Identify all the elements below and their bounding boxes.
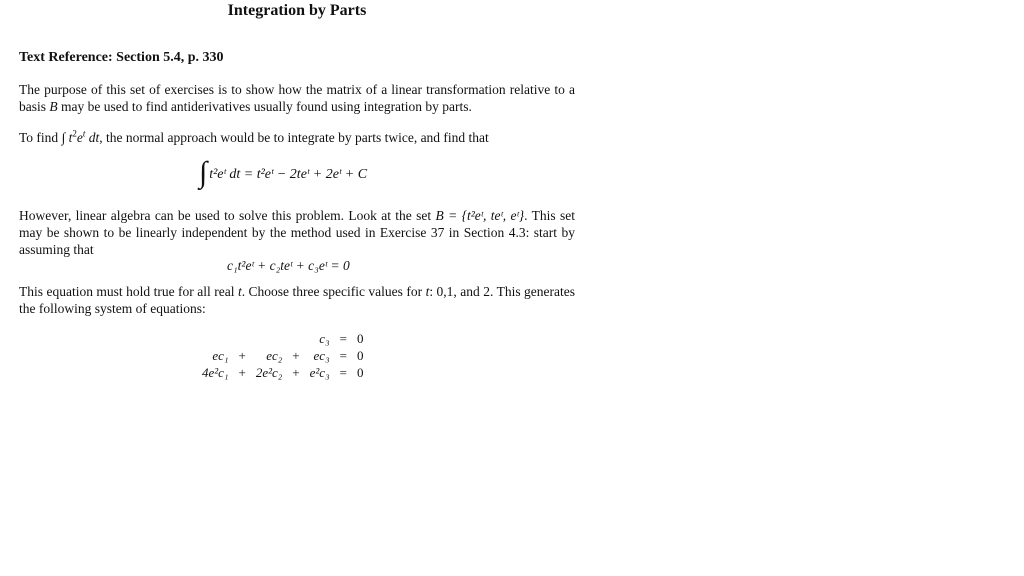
integral-sign: ∫ [199, 156, 208, 189]
text: dt [85, 130, 100, 145]
cell: 2e²c₂ [255, 364, 283, 380]
cell: + [292, 347, 300, 363]
text: B [49, 99, 58, 114]
cell: + [292, 364, 300, 380]
text: . Choose three specific values for [241, 284, 426, 299]
cell: = [339, 364, 347, 380]
text: e [76, 130, 83, 145]
system-row [197, 364, 368, 381]
integral-body: t²eᵗ dt = t²eᵗ − 2teᵗ + 2eᵗ + C [209, 167, 368, 183]
text: This equation must hold true for all real [19, 284, 238, 299]
paragraph-to-find [19, 129, 575, 146]
text: To find ∫ [19, 130, 69, 145]
text: may be used to find antiderivatives usually found using integration by parts. [57, 99, 472, 114]
cell: 0 [356, 364, 364, 380]
set-b: B = {t²eᵗ, teᵗ, eᵗ} [435, 208, 525, 223]
cell [287, 330, 304, 347]
page-title: Integration by Parts [227, 2, 367, 19]
cell: ec₁ [212, 347, 229, 363]
cell: c₃ [319, 330, 330, 346]
independence-equation: c₁t²eᵗ + c₂teᵗ + c₃eᵗ = 0 [227, 258, 350, 273]
cell [251, 330, 287, 347]
text: , the normal approach would be to integrate by parts twice, and find that [99, 130, 489, 145]
paragraph-purpose [19, 81, 575, 115]
integral-equation [199, 156, 368, 190]
text: t [237, 284, 242, 299]
system-row [197, 347, 368, 364]
text: t [82, 128, 86, 139]
system-row [197, 330, 368, 347]
cell [197, 330, 233, 347]
cell: + [238, 364, 246, 380]
cell: 4e²c₁ [202, 364, 229, 380]
cell: = [339, 330, 347, 346]
text: t [68, 130, 73, 145]
text: : 0,1, and 2. This generates the following system of equations: [19, 284, 576, 316]
cell: ec₂ [266, 347, 283, 363]
cell: = [339, 347, 347, 363]
cell: 0 [356, 330, 364, 346]
cell: e²c₃ [309, 364, 330, 380]
cell: 0 [356, 347, 364, 363]
text: 2 [72, 128, 77, 139]
text: t [425, 284, 430, 299]
cell: ec₃ [313, 347, 330, 363]
text: The purpose of this set of exercises is to show how the matrix of a linear transformation relative to a basis [19, 82, 575, 114]
equation-system [197, 330, 368, 381]
cell [233, 330, 250, 347]
text: . This set may be shown to be linearly independent by the method used in Exercise 37 in Section 4.3: start by assuming that [19, 208, 575, 257]
text-reference: Text Reference: Section 5.4, p. 330 [19, 50, 224, 65]
text: However, linear algebra can be used to solve this problem. Look at the set [19, 208, 436, 223]
paragraph-system-intro [19, 283, 575, 317]
cell: + [238, 347, 246, 363]
paragraph-linear-algebra [19, 207, 575, 258]
